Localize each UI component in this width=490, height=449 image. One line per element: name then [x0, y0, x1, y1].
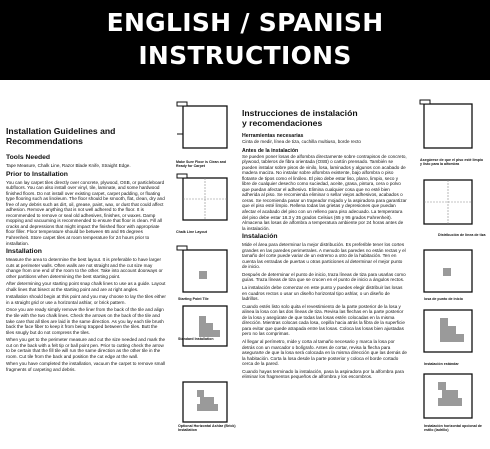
chalk-line-caption-es: Distribución de línea de tiza	[438, 233, 486, 237]
clean-floor-caption-es: Asegúrese de que el piso esté limpio y listo para la alfombra	[420, 158, 484, 167]
clean-floor-figure	[175, 100, 233, 158]
english-tools-heading: Tools Needed	[6, 154, 51, 161]
english-prior-heading: Prior to Installation	[6, 170, 68, 178]
chalk-line-caption: Chalk Line Layout	[176, 230, 207, 234]
spanish-installation-p5: Al llegar al perímetro, mide y corta al tamaño necesario y marca la losa por detrás con un marcador o bolígrafo. Antes de cortar, revisa la flecha para asegurarte de que la losa será colocada en la misma dirección que las demás de la habitación. Corta la losa desde la parte posterior y coloca el borde cortado cerca de la pared.	[242, 338, 407, 367]
spanish-installation-p2: Después de determinar el punto de inicio, traza líneas de tiza para usarlas como guías. Traza líneas de tiza que se crucen en el punto de inicio a ángulos rectos.	[242, 271, 406, 283]
standard-installation-figure-es	[418, 306, 480, 358]
english-prior-text: You can lay carpet tiles directly over concrete, plywood, OSB, or particleboard subfloors. You can also install over vinyl, tile, laminate, and some hardwood finished floors. Do not install over existing carpet, carpet padding, or floating type flooring such as linoleum. The floor should be smooth, flat, clean, dry and free of any debris such as dirt, oil, grease, paint, wax, or dust that could affect adhesion. Remove anything that is not well adhered to the floor. It is recommended to remove or seal old adhesives, finishes, or waxes. Damp mopping and vacuuming is recommended to ensure that floor is clean. Fill all cracks and depressions that might impact the finished floor with appropriate floor filler. Floor temperature should be between 65 and 95 degrees Fahrenheit. Store carpet tiles at room temperature for 24 hours prior to installation.	[6, 179, 165, 246]
starting-point-figure-es	[418, 246, 480, 296]
standard-installation-caption: Standard Installation	[178, 337, 214, 341]
english-title: Installation Guidelines and Recommendations	[6, 126, 116, 146]
english-tools-text: Tape Measure, Chalk Line, Razor Blade Knife, Straight Edge.	[6, 163, 131, 168]
english-installation-p1: Measure the area to determine the best layout. It is preferable to have larger cuts at perimeter walls. Often walls are not straight and the cut size may change from one end of the room to the other. Take into account doorways or other partitions when determining the best starting point.	[6, 257, 163, 279]
banner-line-1: ENGLISH / SPANISH	[106, 8, 384, 37]
clean-floor-caption: Make Sure Floor is Clean and Ready for Carpet	[176, 160, 227, 169]
english-installation-p3: Installation should begin at this point and you may choose to lay the tiles either in a straight grid or use a horizontal ashlar, or brick pattern.	[6, 294, 166, 305]
standard-installation-figure	[175, 302, 233, 354]
english-installation-p4: Once you are ready simply remove the liner from the back of the tile and align the tile with the two chalk lines. Check the arrows on the back of the tile and take care that all tiles are laid in the same direction. As you lay each tile brush back the face fiber to keep it from being trapped between the tiles. Butt the tiles snugly but do not compress the tiles.	[6, 307, 164, 335]
english-column	[6, 126, 166, 446]
ashlar-installation-figure-es	[418, 370, 480, 422]
english-installation-p2: After determining your starting point snap chalk lines to use as a guide. Layout chalk lines that bisect at the starting point and are at right angles.	[6, 281, 166, 292]
chalk-line-figure-es	[418, 174, 480, 232]
spanish-column	[242, 108, 407, 446]
spanish-tools-text: Cinta de medir, línea de tiza, cuchilla multiuso, borde recto	[242, 139, 361, 144]
spanish-installation-p3: La instalación debe comenzar en este punto y puedes elegir distribuir las losas en cuadros rectos o usar un diseño horizontal tipo ashlar, o un diseño de ladrillos.	[242, 285, 403, 302]
spanish-title	[242, 108, 407, 128]
title-banner	[0, 0, 490, 80]
spanish-title-line-1: Instrucciones de instalación	[242, 108, 358, 118]
spanish-installation-p6: Cuando hayas terminado la instalación, pasa la aspiradora por la alfombra para eliminar los fragmentos pequeños de alfombra y los escombros.	[242, 368, 404, 380]
starting-point-caption-es: losa de punto de inicio	[424, 297, 463, 301]
ashlar-installation-caption: Optional Horizontal Ashlar (Brick) Installation	[178, 424, 236, 433]
ashlar-installation-caption-es: Instalación horizontal opcional de estilo (ladrillo)	[424, 424, 482, 433]
banner-line-2: INSTRUCTIONS	[138, 41, 352, 70]
english-installation-p5: When you get to the perimeter measure and cut the size needed and mark the cut on the back with a felt tip or ball point pen. Prior to cutting check the arrow to be certain that the fill tile will run the same direction as the other tile in the room. Cut tile from the back and position the cut edge at the wall.	[6, 337, 166, 359]
spanish-prior-text: Se pueden poner losas de alfombra directamente sobre contrapisos de concreto, plywood, tableros de fibra orientada (OSB) o cartón prensado. También se pueden instalar sobre pisos de vinilo, losa, laminados y algunos con acabado de madera maciza. No instalar sobre alfombra existente, bajo alfombra o piso flotante de tipos como el linóleo. El piso debe estar liso, plano, limpio, seco y libre de cualquier desecho como suciedad, aceite, grasa, pintura, cera o polvo que puedan afectar el adhesivo. Elimina cualquier cosa que no esté bien adherida al piso. Se recomienda eliminar o sellar viejos adhesivos, acabados o ceras. Se recomienda pasar un trapeador mojado y la aspiradora para garantizar que el piso esté limpio. Rellena todas las grietas y depresiones que puedan afectar el acabado del piso con un relleno para piso adecuado. La temperatura del piso debe estar 18.3 y 35 grados Celsius (65 y 95 grados Fahrenheit). Almacena las losas de alfombra a temperatura ambiente por 24 horas antes de la instalación.	[242, 153, 407, 231]
spanish-prior-heading: Antes de la instalación	[242, 147, 299, 154]
spanish-tools-heading: Herramientas necesarias	[242, 133, 304, 139]
english-installation-heading: Installation	[6, 248, 42, 256]
spanish-installation-p1: Mide el área para determinar la mejor distribución. Es preferible tener los cortes grandes en las paredes perimetrales. A menudo las paredes no están rectas y el tamaño del corte puede variar de un extremo a otro de la habitación. Ten en cuenta las entradas de puertas u otras particiones al determinar el mejor punto de inicio.	[242, 242, 406, 270]
chalk-line-figure	[175, 172, 233, 230]
spanish-installation-p4: Cuando estés listo solo quita el revestimiento de la parte posterior de la losa y alinea la losa con las dos líneas de tiza. Revisa las flechas en la parte posterior de la losa y asegúrate de que todas las losas estén colocadas en la misma dirección. Mientras colocas cada losa, cepilla hacia atrás la fibra de la superficie para evitar que quede atrapada entre las losas. Coloca las losas bien ajustadas pero no las comprimas.	[242, 303, 405, 337]
starting-point-caption: Starting Point Tile	[178, 297, 209, 301]
standard-installation-caption-es: Instalación estándar	[424, 362, 459, 366]
spanish-title-line-2: y recomendaciones	[242, 118, 323, 128]
spanish-installation-heading: Instalación	[242, 233, 278, 241]
english-installation-p6: When you have completed the installation, vacuum the carpet to remove small fragments of carpeting and debris.	[6, 361, 166, 372]
clean-floor-figure-es	[418, 98, 480, 156]
